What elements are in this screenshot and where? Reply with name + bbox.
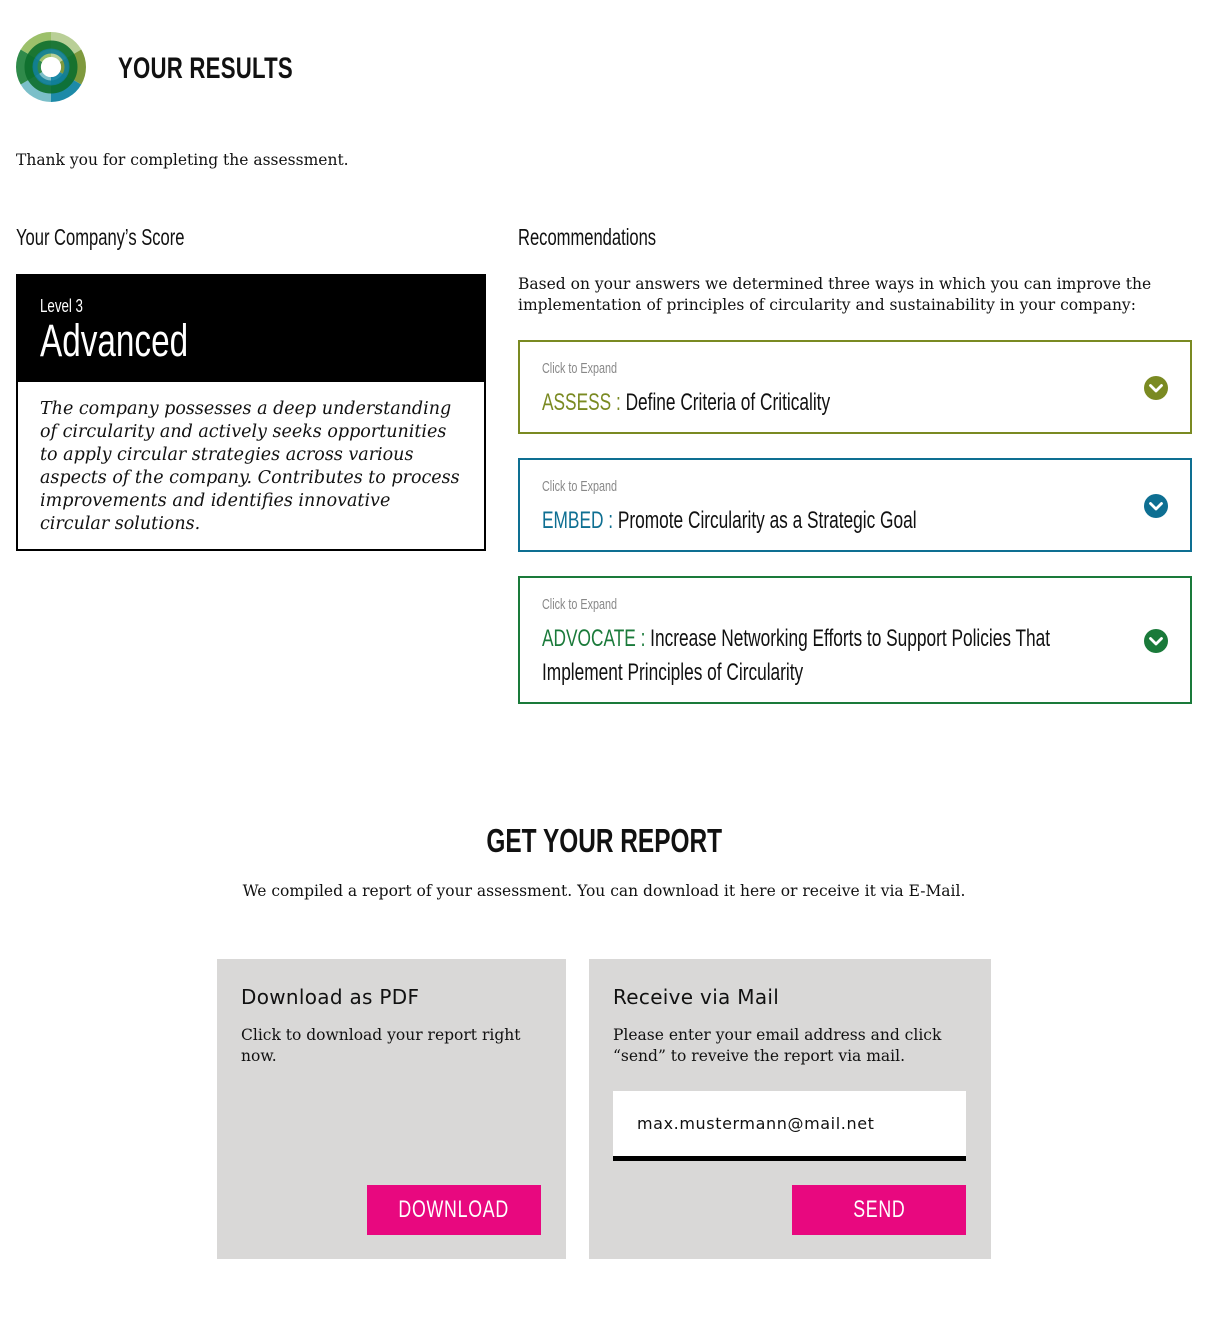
report-description: We compiled a report of your assessment. You can download it here or receive it via E-Mail. [242,882,966,900]
recommendation-embed[interactable] [518,458,1192,552]
recommendation-advocate[interactable] [518,576,1192,704]
chevron-down-icon[interactable] [1144,494,1168,518]
email-field[interactable] [613,1091,966,1161]
mail-panel [589,959,991,1259]
download-panel-title: Download as PDF [241,985,420,1009]
download-button[interactable] [367,1185,541,1235]
recommendation-title [542,386,1118,420]
score-level-name: Advanced [40,315,189,366]
score-heading: Your Company’s Score [16,224,185,250]
send-button[interactable] [792,1185,966,1235]
score-level: Level 3 [40,296,83,316]
page-title: YOUR RESULTS [118,52,293,85]
recommendations-intro: Based on your answers we determined three ways in which you can improve the implementation of principles of circularity and sustainability in your company: [518,275,1152,314]
click-to-expand-label: Click to Expand [542,360,618,377]
recommendation-assess[interactable] [518,340,1192,434]
click-to-expand-label: Click to Expand [542,478,618,495]
chevron-down-icon[interactable] [1144,629,1168,653]
thank-you-text: Thank you for completing the assessment. [16,151,349,169]
download-panel [217,959,566,1259]
recommendation-category: ADVOCATE : [542,625,646,652]
mail-panel-title: Receive via Mail [613,985,780,1009]
recommendation-text: Increase Networking Efforts to Support Policies That Implement Principles of Circularity [542,625,1051,686]
report-heading-text: GET YOUR REPORT [486,822,722,859]
score-card [16,274,486,551]
chevron-down-icon[interactable] [1144,376,1168,400]
score-level-banner [18,276,484,382]
mail-panel-text: Please enter your email address and click “send” to reveive the report via mail. [613,1026,942,1065]
recommendation-category: EMBED : [542,507,614,534]
download-button-label: DOWNLOAD [398,1196,510,1223]
download-panel-text: Click to download your report right now. [241,1026,521,1065]
recommendation-title [542,622,1125,690]
circular-ring-logo [16,32,86,102]
click-to-expand-label: Click to Expand [542,596,618,613]
recommendation-category: ASSESS : [542,389,621,416]
send-button-label: SEND [852,1196,906,1223]
report-heading [0,822,1208,860]
recommendations-heading: Recommendations [518,224,657,250]
score-description: The company possesses a deep understanding of circularity and actively seeks opportunities to apply circular strategies across various aspects of the company. Contributes to process improvements and identifies innovative circular solutions. [40,399,460,534]
recommendation-text: Promote Circularity as a Strategic Goal [617,507,917,534]
recommendation-title [542,504,1118,538]
recommendation-text: Define Criteria of Criticality [625,389,831,416]
